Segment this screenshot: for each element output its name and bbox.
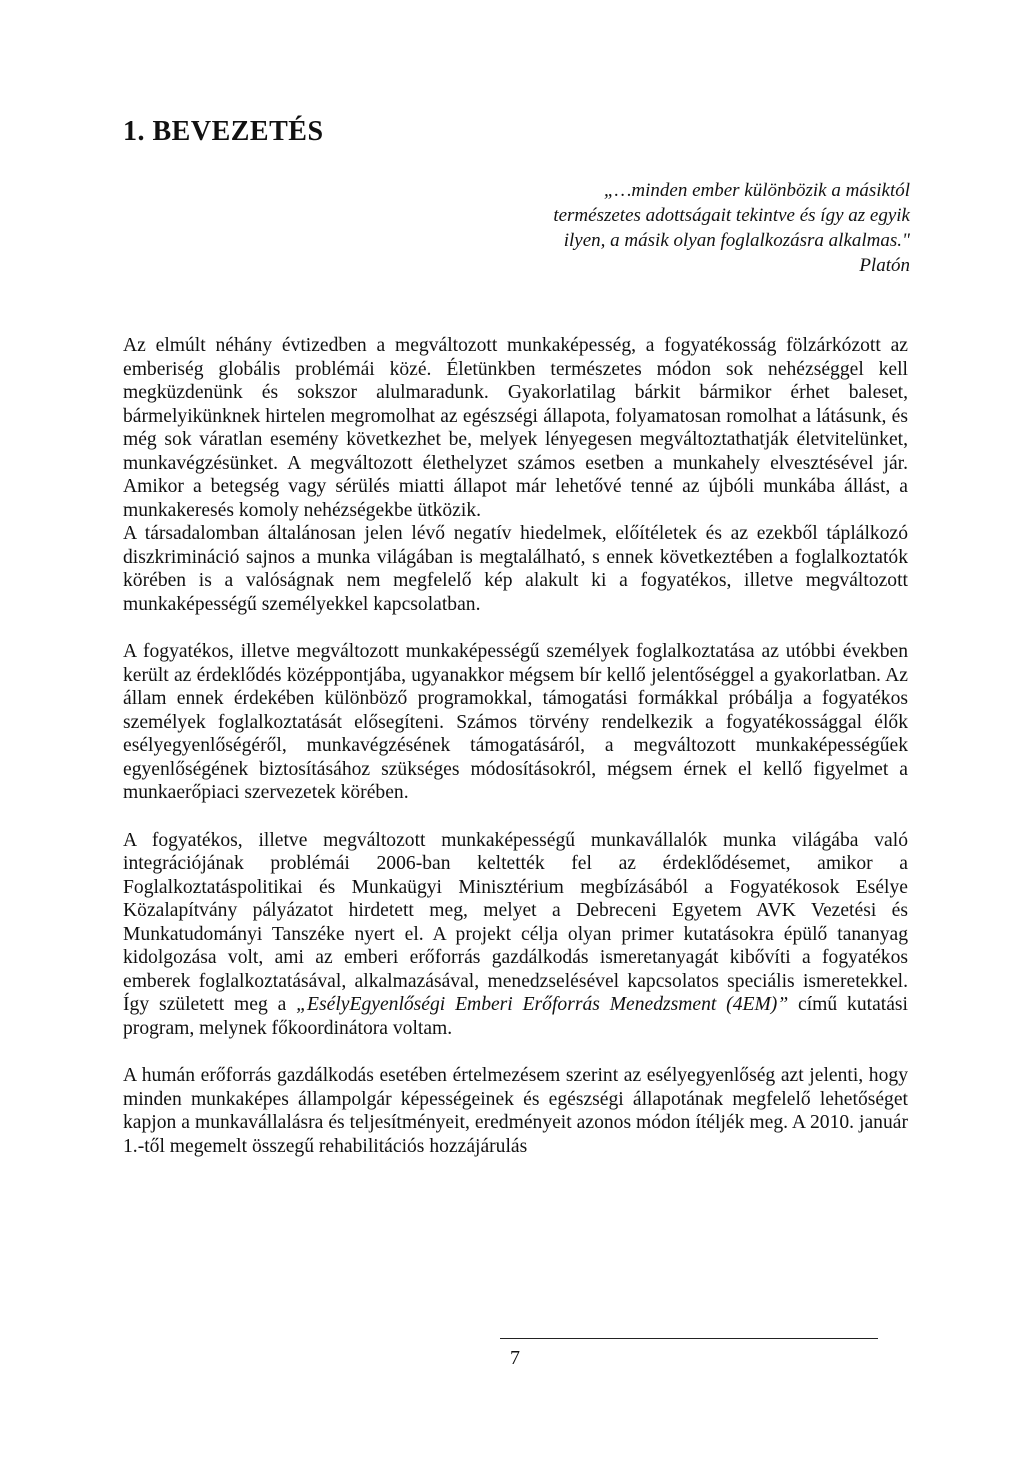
paragraph-text: című kutatási program, melynek főkoordinátora voltam.: [123, 994, 908, 1039]
paragraph-gap: [123, 616, 908, 640]
footnote-rule: [500, 1338, 878, 1339]
epigraph-quote: [430, 178, 910, 278]
epigraph-author: Platón: [859, 255, 910, 276]
paragraph: A humán erőforrás gazdálkodás esetében értelmezésem szerint az esélyegyenlőség azt jelenti, hogy minden munkaképes állampolgár képességeinek és egészségi állapotának megfelelő lehetőséget kapjon a munkavállalásra és teljesítményeit, eredményeit azonos módon ítéljék meg. A 2010. január 1.-től megemelt összegű rehabilitációs hozzájárulás: [123, 1065, 908, 1157]
epigraph-line: természetes adottságait tekintve és így az egyik: [553, 205, 910, 226]
program-title: „EsélyEgyenlőségi Emberi Erőforrás Menedzsment (4EM)”: [296, 994, 789, 1015]
page-number: 7: [510, 1347, 520, 1369]
epigraph-line: „…minden ember különbözik a másiktól: [603, 180, 910, 201]
paragraph-gap: [123, 1040, 908, 1064]
paragraph-text: A fogyatékos, illetve megváltozott munkaképességű munkavállalók munka világába való integrációjának problémái 2006-ban keltették fel az érdeklődésemet, amikor a Foglalkoztatáspolitikai és Munkaügyi Minisztérium megbízásából a Fogyatékosok Esélye Közalapítvány pályázatot hirdetett meg, melyet a Debreceni Egyetem AVK Vezetési és Munkatudományi Tanszéke nyert el. A projekt célja olyan primer kutatásokra épülő tananyag kidolgozása volt, ami az emberi erőforrás gazdálkodás ismeretanyagát kibővíti a fogyatékos emberek foglalkoztatásával, alkalmazásával, menedzselésével kapcsolatos speciális ismeretekkel. Így született meg a: [123, 829, 908, 1015]
epigraph-line: ilyen, a másik olyan foglalkozásra alkalmas.": [563, 230, 910, 251]
paragraph: A társadalomban általánosan jelen lévő negatív hiedelmek, előítéletek és az ezekből táplálkozó diszkrimináció sajnos a munka világában is megtalálható, s ennek következtében a foglalkoztatók körében is a valóságnak nem megfelelő kép alakult ki a fogyatékos, illetve megváltozott munkaképességű személyekkel kapcsolatban.: [123, 523, 908, 615]
paragraph: Az elmúlt néhány évtizedben a megváltozott munkaképesség, a fogyatékosság fölzárkózott az emberiség globális problémái közé. Életünkben természetes módon sok nehézséggel kell megküzdenünk és sokszor alulmaradunk. Gyakorlatilag bárkit bármikor érhet baleset, bármelyikünknek hirtelen megromolhat az egészségi állapota, folyamatosan romolhat a látásunk, és még sok váratlan esemény következhet be, melyek lényegesen megváltoztathatják életvitelünket, munkavégzésünket. A megváltozott élethelyzet számos esetben a munkahely elvesztésével jár. Amikor a betegség vagy sérülés miatti állapot már lehetővé tenné az újbóli munkába állást, a munkakeresés komoly nehézségekbe ütközik.: [123, 335, 908, 521]
chapter-heading: 1. BEVEZETÉS: [123, 116, 324, 147]
paragraph-gap: [123, 805, 908, 829]
body-text: [123, 334, 908, 1158]
paragraph: A fogyatékos, illetve megváltozott munkaképességű személyek foglalkoztatása az utóbbi években került az érdeklődés középpontjába, ugyanakkor mégsem bír kellő jelentőséggel a gyakorlatban. Az állam ennek érdekében különböző programokkal, támogatási formákkal próbálja a fogyatékos személyek foglalkoztatását elősegíteni. Számos törvény rendelkezik a fogyatékossággal élők esélyegyenlőségéről, munkavégzésének támogatásáról, a megváltozott munkaképességűek egyenlőségének biztosításához szükséges módosításokról, mégsem érnek el kellő figyelmet a munkaerőpiaci szervezetek körében.: [123, 641, 908, 803]
paragraph: [123, 829, 908, 1041]
